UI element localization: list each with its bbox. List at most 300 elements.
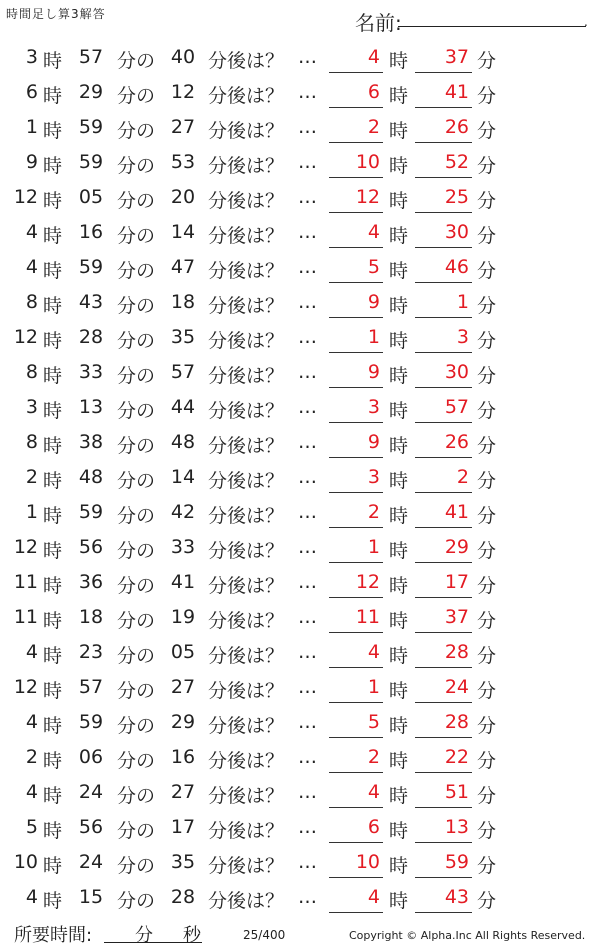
problem-row (0, 180, 600, 215)
answer-hour[interactable]: 4 (367, 886, 380, 908)
answer-minute[interactable]: 46 (444, 256, 469, 278)
problem-row (0, 880, 600, 915)
hour-unit: 時 (43, 610, 63, 632)
ellipsis: … (298, 466, 317, 488)
minute-of-label: 分の (117, 645, 156, 667)
minutes-after-label: 分後は？ (208, 400, 285, 422)
answer-minute[interactable]: 30 (444, 221, 469, 243)
added-minutes: 19 (170, 606, 196, 628)
added-minutes: 35 (170, 851, 196, 873)
minutes-after-label: 分後は？ (208, 120, 285, 142)
ellipsis: … (298, 186, 317, 208)
problem-row (0, 110, 600, 145)
start-minute: 24 (78, 781, 104, 803)
problem-row (0, 390, 600, 425)
answer-hour[interactable]: 3 (367, 396, 380, 418)
answer-minute[interactable]: 30 (444, 361, 469, 383)
answer-hour[interactable]: 3 (367, 466, 380, 488)
answer-minute[interactable]: 22 (444, 746, 469, 768)
answer-minute-line (415, 177, 472, 178)
answer-minute-line (415, 597, 472, 598)
answer-hour[interactable]: 12 (355, 186, 380, 208)
answer-hour[interactable]: 9 (367, 291, 380, 313)
answer-hour[interactable]: 4 (367, 781, 380, 803)
answer-hour-line (329, 177, 383, 178)
answer-hour[interactable]: 2 (367, 116, 380, 138)
added-minutes: 27 (170, 116, 196, 138)
ellipsis: … (298, 746, 317, 768)
answer-hour[interactable]: 1 (367, 326, 380, 348)
start-minute: 18 (78, 606, 104, 628)
answer-hour-unit: 時 (389, 715, 409, 737)
minutes-after-label: 分後は？ (208, 225, 285, 247)
answer-hour-unit: 時 (389, 365, 409, 387)
start-minute: 56 (78, 816, 104, 838)
start-hour: 10 (13, 851, 38, 873)
answer-hour-line (329, 317, 383, 318)
minutes-after-label: 分後は？ (208, 855, 285, 877)
minute-of-label: 分の (117, 575, 156, 597)
hour-unit: 時 (43, 190, 63, 212)
hour-unit: 時 (43, 85, 63, 107)
hour-unit: 時 (43, 575, 63, 597)
start-minute: 59 (78, 501, 104, 523)
answer-minute-unit: 分 (477, 715, 497, 737)
ellipsis: … (298, 81, 317, 103)
hour-unit: 時 (43, 260, 63, 282)
ellipsis: … (298, 781, 317, 803)
answer-hour-line (329, 702, 383, 703)
minute-of-label: 分の (117, 365, 156, 387)
ellipsis: … (298, 851, 317, 873)
answer-minute[interactable]: 28 (444, 641, 469, 663)
start-minute: 05 (78, 186, 104, 208)
answer-minute-line (415, 282, 472, 283)
added-minutes: 47 (170, 256, 196, 278)
answer-hour-line (329, 282, 383, 283)
answer-minute[interactable]: 52 (444, 151, 469, 173)
start-hour: 11 (13, 571, 38, 593)
added-minutes: 53 (170, 151, 196, 173)
ellipsis: … (298, 431, 317, 453)
answer-minute[interactable]: 37 (444, 606, 469, 628)
minute-of-label: 分の (117, 295, 156, 317)
minutes-after-label: 分後は？ (208, 50, 285, 72)
minutes-after-label: 分後は？ (208, 890, 285, 912)
ellipsis: … (298, 396, 317, 418)
ellipsis: … (298, 151, 317, 173)
start-hour: 5 (25, 816, 38, 838)
answer-hour-unit: 時 (389, 330, 409, 352)
problem-row (0, 425, 600, 460)
answer-hour-unit: 時 (389, 820, 409, 842)
answer-minute[interactable]: 3 (456, 326, 469, 348)
name-field[interactable] (398, 26, 586, 27)
minute-of-label: 分の (117, 50, 156, 72)
start-hour: 3 (25, 396, 38, 418)
added-minutes: 41 (170, 571, 196, 593)
added-minutes: 28 (170, 886, 196, 908)
answer-hour[interactable]: 6 (367, 81, 380, 103)
name-label: 名前: (355, 11, 402, 35)
answer-hour[interactable]: 4 (367, 641, 380, 663)
hour-unit: 時 (43, 225, 63, 247)
minutes-after-label: 分後は？ (208, 435, 285, 457)
hour-unit: 時 (43, 365, 63, 387)
answer-hour-unit: 時 (389, 785, 409, 807)
answer-minute-line (415, 737, 472, 738)
added-minutes: 33 (170, 536, 196, 558)
hour-unit: 時 (43, 435, 63, 457)
minutes-after-label: 分後は？ (208, 155, 285, 177)
answer-minute-unit: 分 (477, 575, 497, 597)
hour-unit: 時 (43, 855, 63, 877)
answer-hour[interactable]: 9 (367, 431, 380, 453)
start-minute: 48 (78, 466, 104, 488)
answer-minute-unit: 分 (477, 435, 497, 457)
start-hour: 4 (25, 221, 38, 243)
minute-of-label: 分の (117, 400, 156, 422)
answer-hour-unit: 時 (389, 120, 409, 142)
minutes-after-label: 分後は？ (208, 85, 285, 107)
answer-minute-line (415, 667, 472, 668)
minute-of-label: 分の (117, 470, 156, 492)
problem-row (0, 355, 600, 390)
answer-minute-unit: 分 (477, 190, 497, 212)
hour-unit: 時 (43, 505, 63, 527)
minute-of-label: 分の (117, 505, 156, 527)
start-hour: 8 (25, 361, 38, 383)
answer-hour[interactable]: 4 (367, 221, 380, 243)
answer-minute[interactable]: 28 (444, 711, 469, 733)
elapsed-seconds-unit: 秒 (183, 925, 201, 946)
answer-minute-unit: 分 (477, 680, 497, 702)
answer-minute[interactable]: 37 (444, 46, 469, 68)
minute-of-label: 分の (117, 190, 156, 212)
answer-minute[interactable]: 24 (444, 676, 469, 698)
answer-minute-line (415, 772, 472, 773)
answer-minute-line (415, 877, 472, 878)
hour-unit: 時 (43, 400, 63, 422)
answer-minute[interactable]: 41 (444, 81, 469, 103)
hour-unit: 時 (43, 50, 63, 72)
minute-of-label: 分の (117, 750, 156, 772)
minutes-after-label: 分後は？ (208, 505, 285, 527)
hour-unit: 時 (43, 645, 63, 667)
problem-row (0, 635, 600, 670)
minutes-after-label: 分後は？ (208, 715, 285, 737)
answer-minute-unit: 分 (477, 470, 497, 492)
added-minutes: 27 (170, 676, 196, 698)
added-minutes: 44 (170, 396, 196, 418)
answer-hour-unit: 時 (389, 260, 409, 282)
answer-hour-line (329, 387, 383, 388)
answer-hour[interactable]: 10 (355, 151, 380, 173)
added-minutes: 20 (170, 186, 196, 208)
answer-minute[interactable]: 51 (444, 781, 469, 803)
hour-unit: 時 (43, 820, 63, 842)
answer-minute[interactable]: 57 (444, 396, 469, 418)
hour-unit: 時 (43, 750, 63, 772)
answer-minute[interactable]: 17 (444, 571, 469, 593)
answer-minute[interactable]: 1 (456, 291, 469, 313)
answer-hour-line (329, 667, 383, 668)
answer-hour-line (329, 737, 383, 738)
answer-hour-unit: 時 (389, 505, 409, 527)
answer-hour-unit: 時 (389, 575, 409, 597)
hour-unit: 時 (43, 540, 63, 562)
problem-row (0, 705, 600, 740)
answer-minute-unit: 分 (477, 120, 497, 142)
ellipsis: … (298, 711, 317, 733)
problem-row (0, 810, 600, 845)
answer-minute[interactable]: 13 (444, 816, 469, 838)
answer-minute-unit: 分 (477, 50, 497, 72)
ellipsis: … (298, 886, 317, 908)
problem-row (0, 845, 600, 880)
answer-hour-line (329, 457, 383, 458)
elapsed-time-label: 所要時間: (14, 925, 93, 946)
minute-of-label: 分の (117, 610, 156, 632)
hour-unit: 時 (43, 295, 63, 317)
answer-hour-line (329, 597, 383, 598)
answer-minute-line (415, 142, 472, 143)
hour-unit: 時 (43, 890, 63, 912)
added-minutes: 35 (170, 326, 196, 348)
minute-of-label: 分の (117, 890, 156, 912)
ellipsis: … (298, 641, 317, 663)
answer-minute-unit: 分 (477, 785, 497, 807)
answer-hour-unit: 時 (389, 50, 409, 72)
answer-minute-unit: 分 (477, 505, 497, 527)
answer-hour-line (329, 632, 383, 633)
added-minutes: 57 (170, 361, 196, 383)
answer-hour-unit: 時 (389, 435, 409, 457)
start-hour: 12 (13, 676, 38, 698)
problem-row (0, 670, 600, 705)
start-hour: 11 (13, 606, 38, 628)
answer-minute-unit: 分 (477, 85, 497, 107)
answer-minute-unit: 分 (477, 365, 497, 387)
minute-of-label: 分の (117, 680, 156, 702)
answer-minute-unit: 分 (477, 400, 497, 422)
answer-hour-unit: 時 (389, 225, 409, 247)
answer-minute[interactable]: 2 (456, 466, 469, 488)
answer-minute[interactable]: 25 (444, 186, 469, 208)
added-minutes: 18 (170, 291, 196, 313)
added-minutes: 14 (170, 466, 196, 488)
answer-minute-line (415, 527, 472, 528)
answer-hour-line (329, 772, 383, 773)
problem-row (0, 530, 600, 565)
answer-minute-line (415, 632, 472, 633)
answer-minute[interactable]: 26 (444, 116, 469, 138)
answer-hour-unit: 時 (389, 470, 409, 492)
answer-hour-line (329, 562, 383, 563)
minutes-after-label: 分後は？ (208, 645, 285, 667)
answer-hour-unit: 時 (389, 400, 409, 422)
answer-hour-line (329, 912, 383, 913)
minutes-after-label: 分後は？ (208, 820, 285, 842)
ellipsis: … (298, 326, 317, 348)
answer-hour-line (329, 422, 383, 423)
name-end-dot: . (584, 15, 588, 29)
start-minute: 43 (78, 291, 104, 313)
minutes-after-label: 分後は？ (208, 190, 285, 212)
problem-row (0, 495, 600, 530)
answer-minute-unit: 分 (477, 610, 497, 632)
problem-row (0, 285, 600, 320)
hour-unit: 時 (43, 680, 63, 702)
added-minutes: 40 (170, 46, 196, 68)
hour-unit: 時 (43, 785, 63, 807)
problem-row (0, 600, 600, 635)
answer-minute[interactable]: 43 (444, 886, 469, 908)
answer-hour[interactable]: 1 (367, 536, 380, 558)
ellipsis: … (298, 221, 317, 243)
answer-hour[interactable]: 1 (367, 676, 380, 698)
problem-row (0, 565, 600, 600)
answer-hour[interactable]: 5 (367, 256, 380, 278)
answer-minute-unit: 分 (477, 330, 497, 352)
answer-minute-unit: 分 (477, 855, 497, 877)
start-minute: 06 (78, 746, 104, 768)
start-minute: 15 (78, 886, 104, 908)
answer-hour[interactable]: 6 (367, 816, 380, 838)
answer-hour[interactable]: 12 (355, 571, 380, 593)
answer-minute-unit: 分 (477, 890, 497, 912)
added-minutes: 16 (170, 746, 196, 768)
minutes-after-label: 分後は？ (208, 330, 285, 352)
ellipsis: … (298, 676, 317, 698)
minutes-after-label: 分後は？ (208, 785, 285, 807)
start-minute: 33 (78, 361, 104, 383)
answer-hour[interactable]: 9 (367, 361, 380, 383)
problem-row (0, 215, 600, 250)
added-minutes: 17 (170, 816, 196, 838)
minute-of-label: 分の (117, 435, 156, 457)
page-number: 25/400 (243, 928, 286, 942)
start-minute: 28 (78, 326, 104, 348)
elapsed-minutes-unit: 分 (135, 925, 153, 946)
start-hour: 4 (25, 781, 38, 803)
minute-of-label: 分の (117, 120, 156, 142)
answer-hour[interactable]: 4 (367, 46, 380, 68)
start-minute: 13 (78, 396, 104, 418)
problem-row (0, 320, 600, 355)
answer-minute-unit: 分 (477, 750, 497, 772)
answer-hour[interactable]: 11 (355, 606, 380, 628)
ellipsis: … (298, 571, 317, 593)
answer-minute-line (415, 702, 472, 703)
start-hour: 6 (25, 81, 38, 103)
answer-hour-line (329, 142, 383, 143)
minutes-after-label: 分後は？ (208, 750, 285, 772)
answer-hour-line (329, 247, 383, 248)
answer-minute[interactable]: 41 (444, 501, 469, 523)
ellipsis: … (298, 501, 317, 523)
answer-hour-line (329, 72, 383, 73)
ellipsis: … (298, 116, 317, 138)
start-hour: 1 (25, 501, 38, 523)
start-hour: 8 (25, 291, 38, 313)
start-hour: 4 (25, 641, 38, 663)
ellipsis: … (298, 256, 317, 278)
added-minutes: 48 (170, 431, 196, 453)
added-minutes: 12 (170, 81, 196, 103)
copyright: Copyright © Alpha.Inc All Rights Reserved. (349, 929, 586, 942)
answer-minute[interactable]: 59 (444, 851, 469, 873)
answer-minute-line (415, 247, 472, 248)
start-minute: 16 (78, 221, 104, 243)
answer-minute-line (415, 562, 472, 563)
answer-hour[interactable]: 2 (367, 746, 380, 768)
problem-row (0, 40, 600, 75)
answer-minute-line (415, 807, 472, 808)
worksheet-title: 時間足し算3解答 (6, 7, 106, 21)
ellipsis: … (298, 291, 317, 313)
ellipsis: … (298, 46, 317, 68)
start-minute: 38 (78, 431, 104, 453)
minute-of-label: 分の (117, 715, 156, 737)
answer-minute-line (415, 912, 472, 913)
minutes-after-label: 分後は？ (208, 260, 285, 282)
answer-hour-line (329, 842, 383, 843)
start-hour: 8 (25, 431, 38, 453)
problem-list (0, 40, 600, 915)
answer-hour-unit: 時 (389, 680, 409, 702)
hour-unit: 時 (43, 715, 63, 737)
start-hour: 4 (25, 256, 38, 278)
answer-hour-unit: 時 (389, 890, 409, 912)
minute-of-label: 分の (117, 540, 156, 562)
added-minutes: 42 (170, 501, 196, 523)
minutes-after-label: 分後は？ (208, 540, 285, 562)
answer-hour[interactable]: 2 (367, 501, 380, 523)
answer-hour-line (329, 107, 383, 108)
start-minute: 59 (78, 711, 104, 733)
minutes-after-label: 分後は？ (208, 295, 285, 317)
answer-minute-unit: 分 (477, 225, 497, 247)
answer-minute-unit: 分 (477, 820, 497, 842)
answer-hour[interactable]: 10 (355, 851, 380, 873)
minute-of-label: 分の (117, 785, 156, 807)
answer-hour-unit: 時 (389, 750, 409, 772)
answer-hour[interactable]: 5 (367, 711, 380, 733)
answer-minute-line (415, 457, 472, 458)
minutes-after-label: 分後は？ (208, 470, 285, 492)
minute-of-label: 分の (117, 855, 156, 877)
start-minute: 36 (78, 571, 104, 593)
minute-of-label: 分の (117, 225, 156, 247)
answer-minute[interactable]: 26 (444, 431, 469, 453)
ellipsis: … (298, 606, 317, 628)
answer-minute[interactable]: 29 (444, 536, 469, 558)
hour-unit: 時 (43, 120, 63, 142)
ellipsis: … (298, 536, 317, 558)
answer-hour-unit: 時 (389, 295, 409, 317)
start-minute: 57 (78, 676, 104, 698)
start-hour: 2 (25, 466, 38, 488)
answer-hour-line (329, 527, 383, 528)
problem-row (0, 740, 600, 775)
added-minutes: 29 (170, 711, 196, 733)
answer-hour-unit: 時 (389, 645, 409, 667)
answer-hour-unit: 時 (389, 155, 409, 177)
answer-hour-line (329, 807, 383, 808)
answer-minute-line (415, 317, 472, 318)
answer-hour-unit: 時 (389, 85, 409, 107)
